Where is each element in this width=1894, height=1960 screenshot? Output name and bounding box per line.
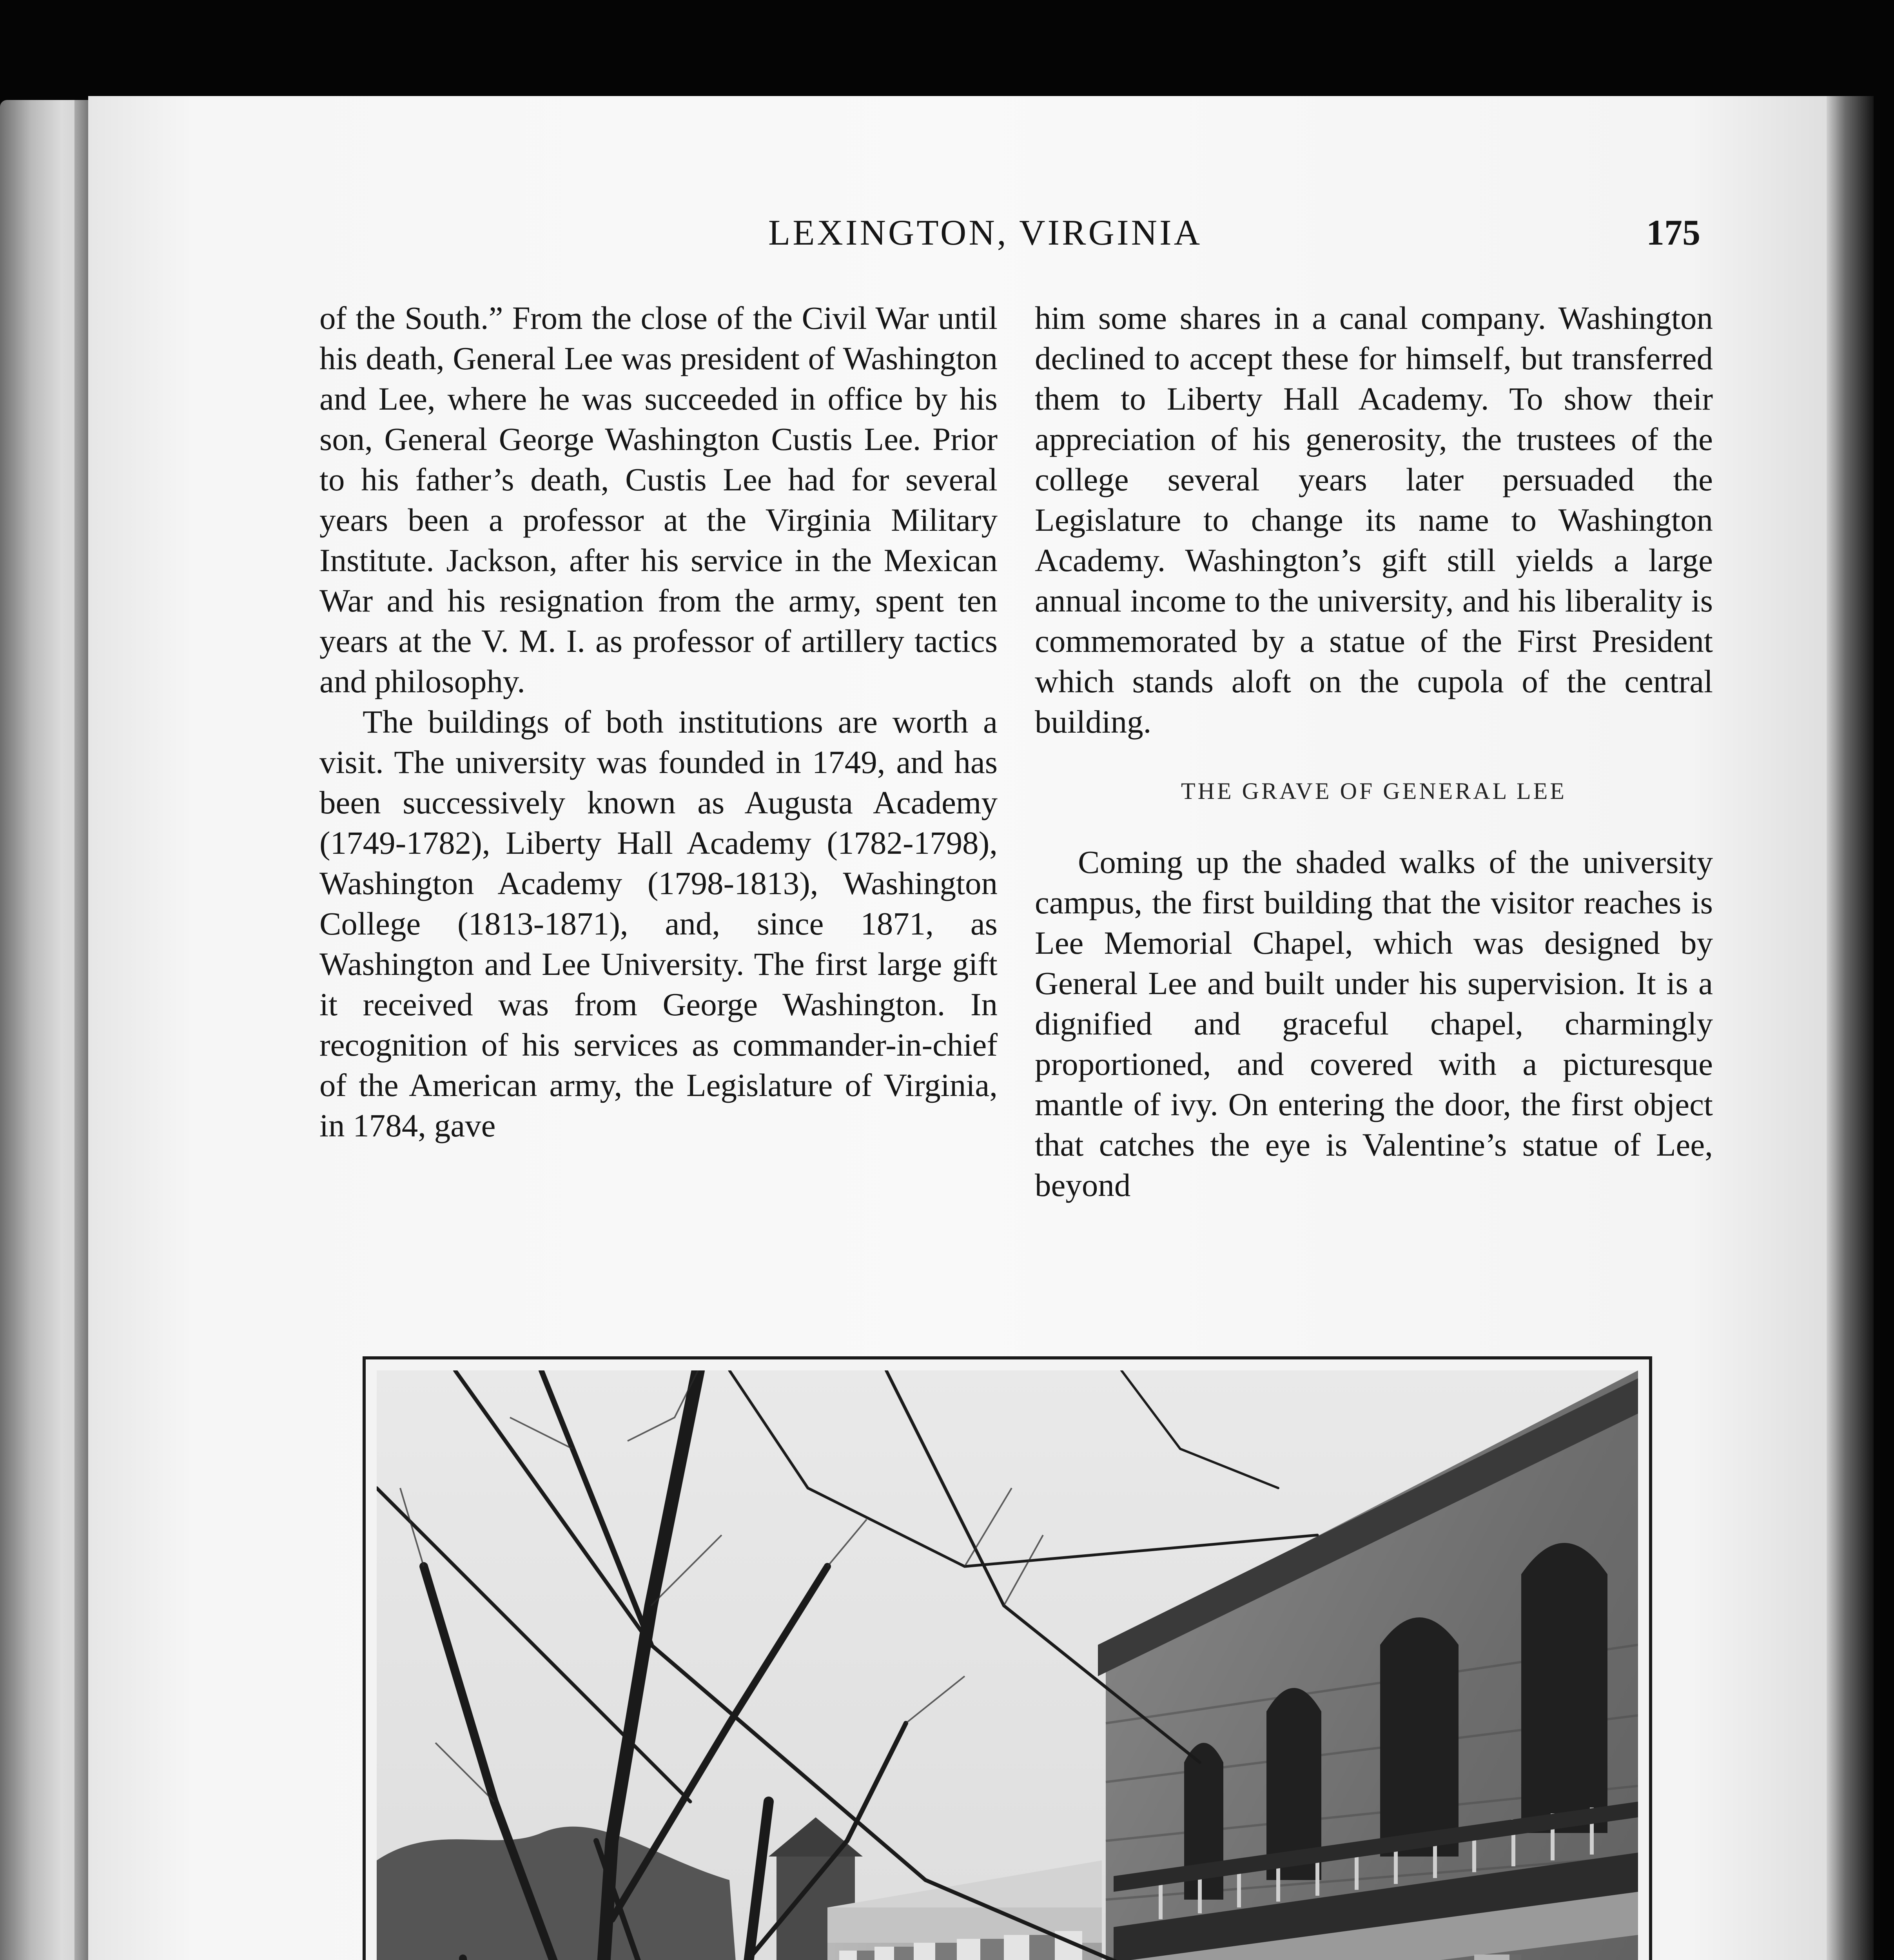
paragraph: The buildings of both institutions are worth a visit. The university was founded in 1749, and has been successively known as Augusta Academy (1749-1782), Liberty Hall Academy (1782-1798), Washington Academy (1798-1813), Washington College (1813-1871), and, since 1871, as Washington and Lee University. The first large gift it received was from George Washington. In recognition of his services as commander-in-chief of the American army, the Legislature of Virginia, in 1784, gave bbox=[319, 704, 998, 1143]
campus-photograph bbox=[377, 1370, 1638, 1960]
paragraph: Coming up the shaded walks of the university campus, the first building that the visitor reaches is Lee Memorial Chapel, which was designed by General Lee and built under his supervision. It is a dignified and graceful chapel, charmingly proportioned, and covered with a picturesque mantle of ivy. On entering the door, the first object that catches the eye is Valentine’s statue of Lee, beyond bbox=[1035, 844, 1713, 1203]
page-number: 175 bbox=[1646, 212, 1700, 252]
section-subheading: THE GRAVE OF GENERAL LEE bbox=[1181, 778, 1567, 804]
paragraph: of the South.” From the close of the Civil War until his death, General Lee was president of Washington and Lee, where he was succeeded in office by his son, General George Washington Custis Lee. Prior to his father’s death, Custis Lee had for several years been a professor at the Virginia Military Institute. Jackson, after his service in the Mexican War and his resignation from the army, spent ten years at the V. M. I. as professor of artillery tactics and philosophy. bbox=[319, 300, 998, 699]
page-edge-shadow bbox=[1827, 96, 1874, 1960]
photo-frame bbox=[363, 1356, 1652, 1960]
left-column bbox=[319, 298, 998, 1146]
paragraph: him some shares in a canal company. Washington declined to accept these for himself, but transferred them to Liberty Hall Academy. To show their appreciation of his generosity, the trustees of the college several years later persuaded the Legislature to change its name to Washington Academy. Washington’s gift still yields a large annual income to the university, and his liberality is commemorated by a statue of the First President which stands aloft on the cupola of the central building. bbox=[1035, 300, 1713, 740]
binding-shadow bbox=[74, 100, 90, 1960]
running-head: LEXINGTON, VIRGINIA bbox=[768, 212, 1203, 252]
right-column bbox=[1035, 298, 1713, 1205]
